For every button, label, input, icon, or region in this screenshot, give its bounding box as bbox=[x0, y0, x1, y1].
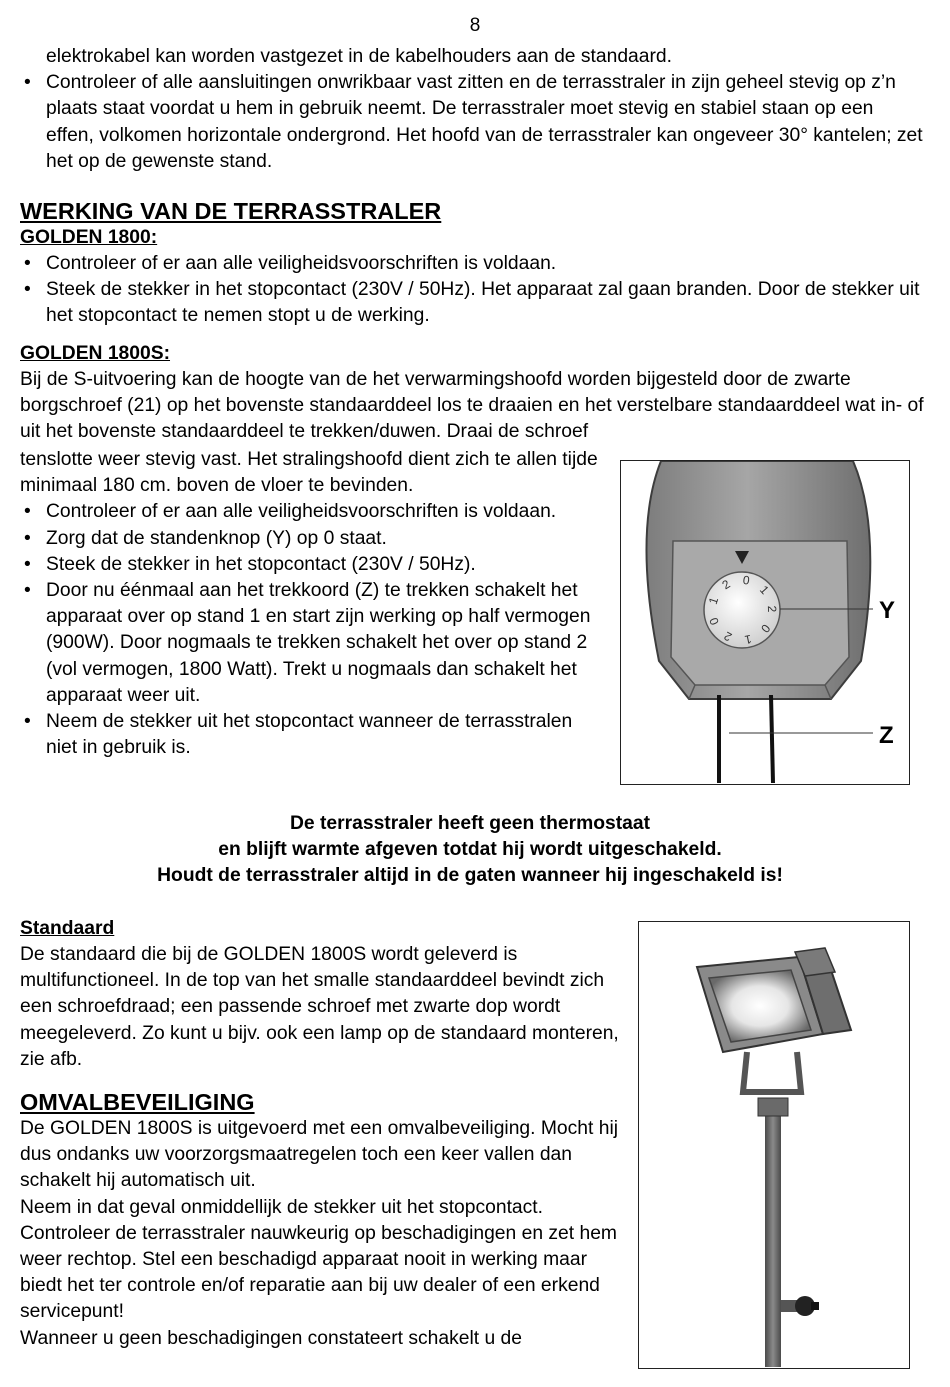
set-screw-icon bbox=[781, 1296, 819, 1316]
heater-head-illustration bbox=[621, 461, 908, 783]
label-y: Y bbox=[879, 597, 896, 624]
warning-line: en blijft warmte afgeven totdat hij wordt uitgeschakeld. bbox=[218, 839, 722, 861]
label-z: Z bbox=[879, 722, 894, 749]
standaard-title: Standaard bbox=[20, 918, 115, 939]
werking-section bbox=[20, 197, 925, 330]
golden1800s-paragraph-cont: tenslotte weer stevig vast. Het stralingshoofd dient zich te allen tijde minimaal 180 cm. boven de vloer te bevinden. bbox=[20, 449, 598, 497]
golden1800s-narrow-section bbox=[20, 447, 598, 761]
stand-pole bbox=[765, 1112, 781, 1367]
dial-digit: 0 bbox=[706, 615, 722, 627]
dial-digit: 2 bbox=[719, 576, 733, 593]
dial-digit: 2 bbox=[721, 628, 735, 645]
golden1800s-bullet-list bbox=[20, 499, 598, 761]
dial-digit: 0 bbox=[758, 621, 774, 636]
omval-section bbox=[20, 1088, 620, 1352]
golden1800s-bullet: • Zorg dat de standenknop (Y) op 0 staat. bbox=[20, 526, 598, 552]
golden1800-bullet: • Steek de stekker in het stopcontact (230V / 50Hz). Het apparaat zal gaan branden. Door de stekker uit het stopcontact te nemen stopt u de werking. bbox=[20, 277, 925, 329]
heater-dial-figure bbox=[620, 460, 910, 785]
dial-digit: 0 bbox=[741, 572, 751, 588]
golden1800s-bullet: • Steek de stekker in het stopcontact (230V / 50Hz). bbox=[20, 552, 598, 578]
omval-paragraph: Wanneer u geen beschadigingen constateert schakelt u de bbox=[20, 1327, 523, 1349]
golden1800s-bullet: • Neem de stekker uit het stopcontact wanneer de terrasstralen niet in gebruik is. bbox=[20, 709, 598, 761]
omval-paragraph: De GOLDEN 1800S is uitgevoerd met een omvalbeveiliging. Mocht hij dus ondanks uw voorzorgsmaatregelen toch een keer vallen dan schakelt hij automatisch uit. bbox=[20, 1118, 619, 1192]
warning-block bbox=[0, 811, 940, 890]
standaard-section bbox=[20, 916, 624, 1073]
golden1800-bullet-list bbox=[20, 251, 925, 330]
golden1800-title: GOLDEN 1800: bbox=[20, 227, 158, 248]
dial-digit: 2 bbox=[764, 605, 780, 613]
floodlight-icon bbox=[697, 948, 851, 1052]
warning-line: De terrasstraler heeft geen thermostaat bbox=[289, 813, 651, 834]
dial-digit: 1 bbox=[743, 631, 753, 647]
dial-digit: 1 bbox=[705, 595, 722, 607]
lamp-bracket bbox=[743, 1052, 801, 1092]
lamp-stand-illustration bbox=[639, 922, 908, 1367]
intro-bullet-list bbox=[20, 70, 925, 175]
golden1800s-bullet: • Controleer of er aan alle veiligheidsvoorschriften is voldaan. bbox=[20, 499, 598, 525]
golden1800s-bullet: • Door nu éénmaal aan het trekkoord (Z) te trekken schakelt het apparaat over op stand 1 en start zijn werking op half vermogen (900W). Door nogmaals te trekken schakelt het over op stand 2 (vol vermogen, 1800 Watt). Trekt u nogmaals dan schakelt het apparaat weer uit. bbox=[20, 578, 598, 709]
warning-line: Houdt de terrasstraler altijd in de gaten wanneer hij ingeschakeld is! bbox=[157, 865, 783, 887]
lamp-on-stand-figure bbox=[638, 921, 910, 1369]
standaard-text: De standaard die bij de GOLDEN 1800S wordt geleverd is multifunctioneel. In de top van het smalle standaarddeel bevindt zich een schroefdraad; een passende schroef met zwarte dop wordt meegeleverd. Zo kunt u bijv. ook een lamp op de standaard monteren, zie afb. bbox=[20, 944, 619, 1070]
werking-heading: WERKING VAN DE TERRASSTRALER bbox=[20, 198, 442, 224]
omval-heading: OMVALBEVEILIGING bbox=[20, 1089, 255, 1115]
golden1800s-section bbox=[20, 341, 925, 446]
golden1800s-paragraph: Bij de S-uitvoering kan de hoogte van de het verwarmingshoofd worden bijgesteld door de zwarte borgschroef (21) op het bovenste standaarddeel los te draaien en het verstelbare standaarddeel wat in- of uit het bovenste standaarddeel te trekken/duwen. Draai de schroef bbox=[20, 369, 924, 443]
power-cable-icon bbox=[771, 695, 773, 783]
golden1800s-title: GOLDEN 1800S: bbox=[20, 343, 171, 364]
omval-paragraph: Neem in dat geval onmiddellijk de stekker uit het stopcontact. Controleer de terrasstraler nauwkeurig op beschadigingen en zet hem weer rechtop. Stel een beschadigd apparaat nooit in werking maar biedt het ter controle en/of reparatie aan bij uw dealer of een erkend servicepunt! bbox=[20, 1196, 617, 1323]
page-number: 8 bbox=[469, 15, 481, 36]
golden1800-bullet: • Controleer of er aan alle veiligheidsvoorschriften is voldaan. bbox=[20, 251, 925, 277]
intro-section bbox=[20, 44, 925, 175]
dial-digit: 1 bbox=[756, 582, 772, 598]
intro-continuation: elektrokabel kan worden vastgezet in de kabelhouders aan de standaard. bbox=[46, 46, 672, 67]
intro-bullet: • Controleer of alle aansluitingen onwrikbaar vast zitten en de terrasstraler in zijn geheel stevig op z’n plaats staat voordat u hem in gebruik neemt. De terrasstraler moet stevig en stabiel staan op een effen, volkomen horizontale ondergrond. Het hoofd van de terrasstraler kan ongeveer 30° kantelen; zet het op de gewenste stand. bbox=[20, 70, 925, 175]
